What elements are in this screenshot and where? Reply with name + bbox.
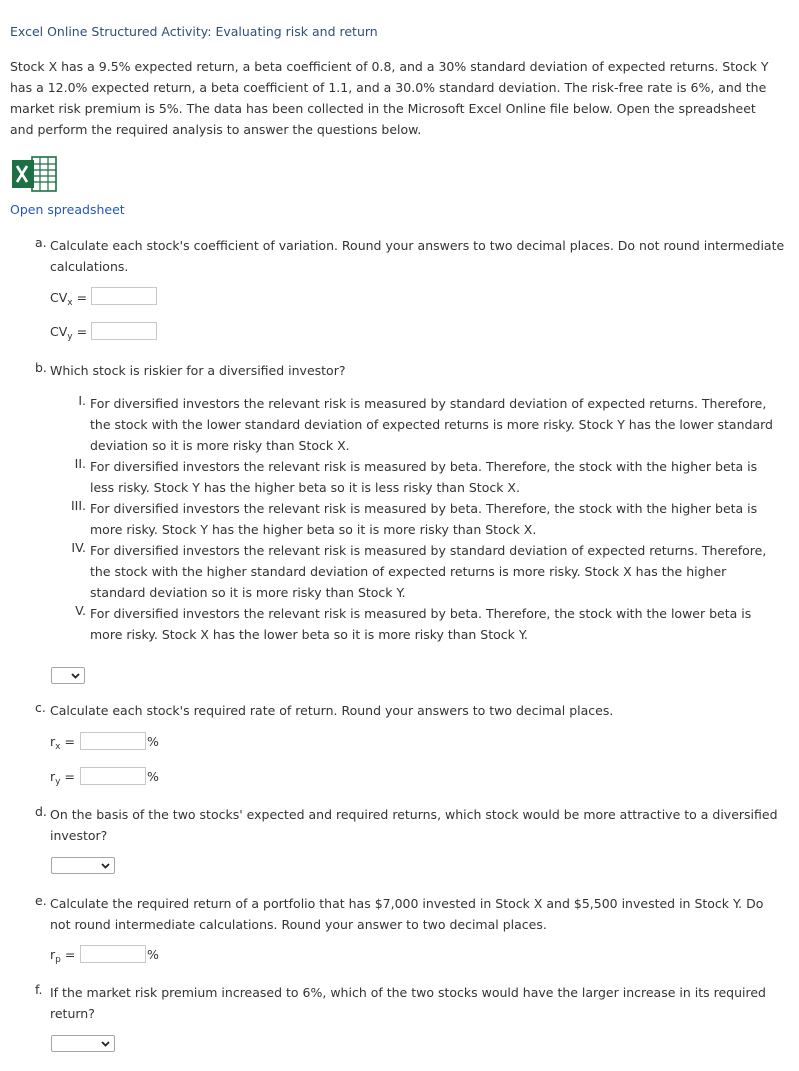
problem-statement: Stock X has a 9.5% expected return, a beta coefficient of 0.8, and a 30% standard deviation of expected returns. Stock Y has a 12.0% expected return, a beta coefficient of 1.1, and a 30.0% standard deviation. The risk-free rate is 6%, and the market risk premium is 5%. The data has been collected in the Microsoft Excel Online file below. Open the spreadsheet and perform the required analysis to answer the questions below. bbox=[10, 59, 769, 137]
option-text: For diversified investors the relevant risk is measured by standard deviation of expected returns. Therefore, the stock with the higher standard deviation of expected returns is more risky. Stock X has the higher standard deviation so it is more risky than Stock Y. bbox=[90, 543, 767, 600]
percent-sign: % bbox=[147, 734, 159, 749]
ry-input[interactable] bbox=[80, 767, 146, 785]
rx-label: $r_x$ = bbox=[50, 734, 75, 752]
cvy-label: $CV_y$ = bbox=[50, 324, 88, 342]
option-text: For diversified investors the relevant risk is measured by beta. Therefore, the stock with the higher beta is less risky. Stock Y has the higher beta so it is less risky than Stock X. bbox=[90, 459, 758, 495]
option-number: II. bbox=[74, 456, 86, 471]
question-f-label: f. bbox=[35, 982, 43, 997]
excel-icon[interactable] bbox=[10, 154, 58, 194]
question-a-label: a. bbox=[35, 235, 47, 250]
question-c-text: Calculate each stock's required rate of return. Round your answers to two decimal places. bbox=[50, 703, 614, 718]
chevron-down-icon bbox=[70, 670, 81, 681]
question-b-label: b. bbox=[35, 360, 47, 375]
question-b-text: Which stock is riskier for a diversified investor? bbox=[50, 363, 346, 378]
option-text: For diversified investors the relevant risk is measured by beta. Therefore, the stock with the higher beta is more risky. Stock Y has the higher beta so it is more risky than Stock X. bbox=[90, 501, 758, 537]
rx-input[interactable] bbox=[80, 732, 146, 750]
riskier-stock-select[interactable] bbox=[51, 667, 85, 684]
page-title: Excel Online Structured Activity: Evaluating risk and return bbox=[10, 24, 378, 39]
chevron-down-icon bbox=[100, 860, 111, 871]
rp-label: $r_p$ = bbox=[50, 947, 76, 965]
rp-input[interactable] bbox=[80, 945, 146, 963]
option-number: III. bbox=[70, 498, 86, 513]
question-a-text: Calculate each stock's coefficient of variation. Round your answers to two decimal places. Do not round intermediate calculations. bbox=[50, 238, 785, 274]
option-text: For diversified investors the relevant risk is measured by beta. Therefore, the stock with the lower beta is more risky. Stock X has the lower beta so it is more risky than Stock Y. bbox=[90, 606, 752, 642]
cvy-input[interactable] bbox=[91, 322, 157, 340]
option-number: IV. bbox=[71, 540, 86, 555]
option-number: V. bbox=[75, 603, 86, 618]
percent-sign: % bbox=[147, 947, 159, 962]
percent-sign: % bbox=[147, 769, 159, 784]
larger-increase-select[interactable] bbox=[51, 1035, 115, 1052]
open-spreadsheet-link[interactable]: Open spreadsheet bbox=[10, 202, 125, 217]
option-number: I. bbox=[78, 393, 86, 408]
ry-label: $r_y$ = bbox=[50, 769, 75, 787]
attractive-stock-select[interactable] bbox=[51, 857, 115, 874]
chevron-down-icon bbox=[100, 1038, 111, 1049]
cvx-label: $CV_x$ = bbox=[50, 290, 88, 308]
cvx-input[interactable] bbox=[91, 287, 157, 305]
question-e-label: e. bbox=[35, 893, 47, 908]
question-d-label: d. bbox=[35, 804, 47, 819]
option-text: For diversified investors the relevant risk is measured by standard deviation of expected returns. Therefore, the stock with the lower standard deviation of expected returns is more risky. Stock Y has the lower standard deviation so it is more risky than Stock X. bbox=[90, 396, 773, 453]
question-f-text: If the market risk premium increased to 6%, which of the two stocks would have the larger increase in its required return? bbox=[50, 985, 766, 1021]
question-d-text: On the basis of the two stocks' expected and required returns, which stock would be more attractive to a diversified investor? bbox=[50, 807, 778, 843]
question-c-label: c. bbox=[35, 700, 46, 715]
question-e-text: Calculate the required return of a portfolio that has $7,000 invested in Stock X and $5,500 invested in Stock Y. Do not round intermediate calculations. Round your answer to two decimal places. bbox=[50, 896, 764, 932]
